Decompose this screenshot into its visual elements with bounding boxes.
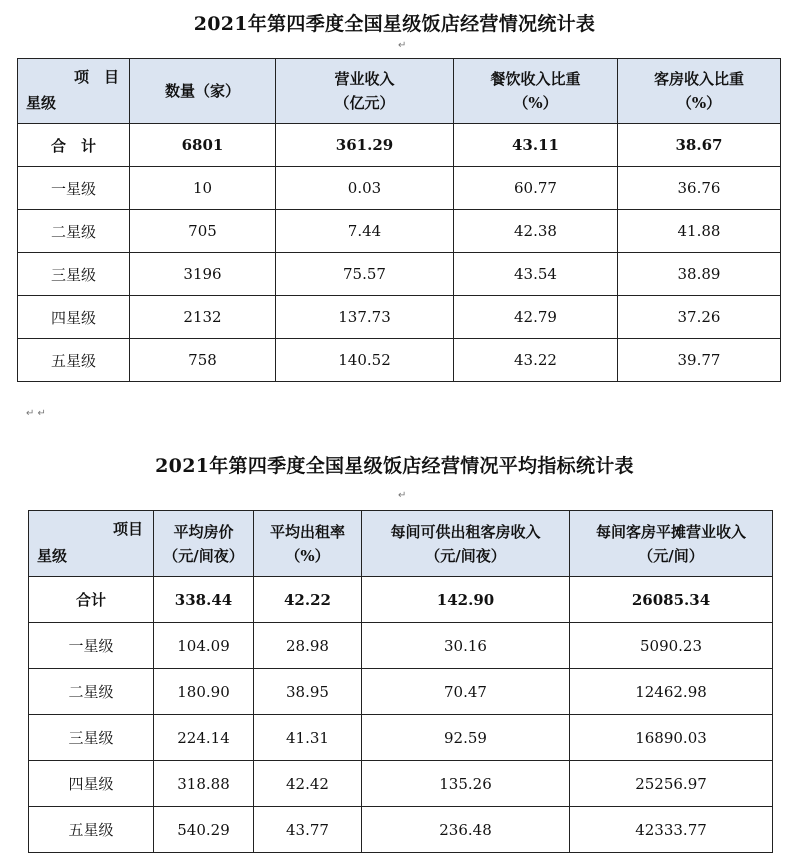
cell: 104.09	[154, 623, 254, 669]
table-row	[18, 253, 781, 296]
cell: 28.98	[254, 623, 362, 669]
cell: 140.52	[276, 339, 454, 382]
corner-star-label: 星级	[26, 94, 57, 112]
cell: 2132	[130, 296, 276, 339]
paragraph-mark: ↵	[398, 490, 407, 501]
cell: 142.90	[362, 577, 570, 623]
cell: 42.38	[454, 210, 618, 253]
cell: 92.59	[362, 715, 570, 761]
corner-star-label: 星级	[37, 547, 68, 565]
cell: 26085.34	[570, 577, 773, 623]
cell: 540.29	[154, 807, 254, 853]
cell: 318.88	[154, 761, 254, 807]
hotel-stats-table	[17, 58, 781, 382]
header-revenue: 营业收入 （亿元）	[276, 59, 454, 124]
cell: 30.16	[362, 623, 570, 669]
row-label: 四星级	[18, 296, 130, 339]
cell: 180.90	[154, 669, 254, 715]
cell: 43.22	[454, 339, 618, 382]
table2-corner-cell	[29, 511, 154, 577]
cell: 5090.23	[570, 623, 773, 669]
table-row	[29, 807, 773, 853]
cell: 224.14	[154, 715, 254, 761]
row-label: 三星级	[29, 715, 154, 761]
cell: 705	[130, 210, 276, 253]
table-row	[18, 339, 781, 382]
cell: 38.95	[254, 669, 362, 715]
cell: 42.22	[254, 577, 362, 623]
cell: 38.89	[618, 253, 781, 296]
cell: 25256.97	[570, 761, 773, 807]
cell: 12462.98	[570, 669, 773, 715]
cell: 60.77	[454, 167, 618, 210]
table1-corner-cell	[18, 59, 130, 124]
header-revpar: 每间可供出租客房收入 （元/间夜）	[362, 511, 570, 577]
cell: 70.47	[362, 669, 570, 715]
cell: 135.26	[362, 761, 570, 807]
cell: 43.54	[454, 253, 618, 296]
row-label: 四星级	[29, 761, 154, 807]
row-label: 一星级	[29, 623, 154, 669]
cell: 361.29	[276, 124, 454, 167]
table-row	[29, 715, 773, 761]
cell: 38.67	[618, 124, 781, 167]
table2-title: 2021年第四季度全国星级饭店经营情况平均指标统计表	[155, 455, 634, 477]
cell: 42.79	[454, 296, 618, 339]
table-row	[18, 296, 781, 339]
cell: 338.44	[154, 577, 254, 623]
row-label: 一星级	[18, 167, 130, 210]
table-row	[29, 577, 773, 623]
table-row	[29, 761, 773, 807]
table2-header-row	[29, 511, 773, 577]
table-row	[18, 210, 781, 253]
row-label: 合计	[29, 577, 154, 623]
table1-header-row	[18, 59, 781, 124]
table1-title: 2021年第四季度全国星级饭店经营情况统计表	[193, 13, 596, 35]
cell: 42.42	[254, 761, 362, 807]
cell: 137.73	[276, 296, 454, 339]
table-row	[18, 167, 781, 210]
header-food-share: 餐饮收入比重 （%）	[454, 59, 618, 124]
row-label: 二星级	[29, 669, 154, 715]
cell: 36.76	[618, 167, 781, 210]
corner-item-label: 项 目	[73, 68, 119, 86]
cell: 3196	[130, 253, 276, 296]
header-avg-room-price: 平均房价 （元/间夜）	[154, 511, 254, 577]
header-count: 数量（家）	[130, 59, 276, 124]
cell: 6801	[130, 124, 276, 167]
cell: 236.48	[362, 807, 570, 853]
table-row	[29, 623, 773, 669]
header-room-share: 客房收入比重 （%）	[618, 59, 781, 124]
hotel-average-indicators-table	[28, 510, 773, 853]
cell: 41.88	[618, 210, 781, 253]
cell: 0.03	[276, 167, 454, 210]
cell: 7.44	[276, 210, 454, 253]
header-avg-occupancy: 平均出租率 （%）	[254, 511, 362, 577]
cell: 39.77	[618, 339, 781, 382]
paragraph-mark: ↵	[398, 40, 407, 51]
cell: 758	[130, 339, 276, 382]
table-row	[29, 669, 773, 715]
cell: 75.57	[276, 253, 454, 296]
row-label: 二星级	[18, 210, 130, 253]
header-revenue-per-room: 每间客房平摊营业收入 （元/间）	[570, 511, 773, 577]
row-label: 五星级	[18, 339, 130, 382]
row-label: 五星级	[29, 807, 154, 853]
row-label: 三星级	[18, 253, 130, 296]
cell: 37.26	[618, 296, 781, 339]
cell: 41.31	[254, 715, 362, 761]
corner-item-label: 项目	[112, 520, 143, 538]
table-row	[18, 124, 781, 167]
paragraph-mark: ↵ ↵	[26, 408, 46, 419]
cell: 43.77	[254, 807, 362, 853]
cell: 43.11	[454, 124, 618, 167]
cell: 10	[130, 167, 276, 210]
cell: 42333.77	[570, 807, 773, 853]
row-label: 合 计	[18, 124, 130, 167]
cell: 16890.03	[570, 715, 773, 761]
